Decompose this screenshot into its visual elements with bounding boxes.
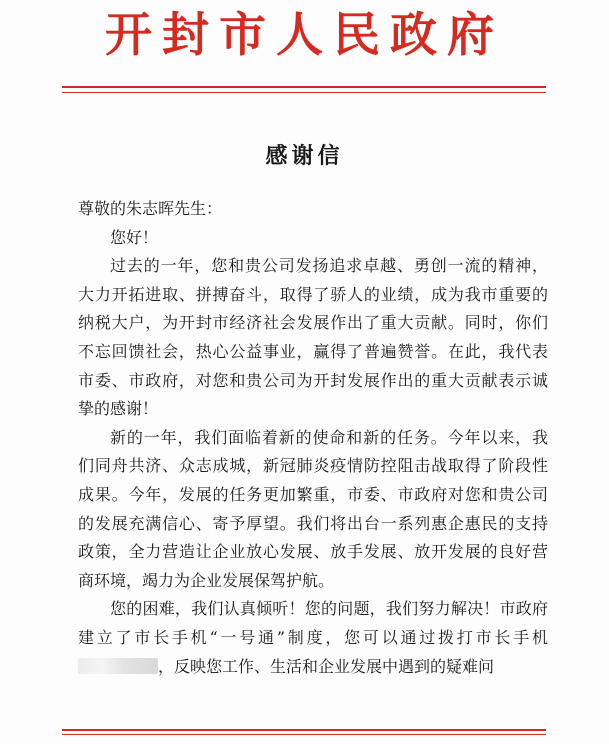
paragraph-1-line-4: 不忘回馈社会，热心公益事业，赢得了普遍赞誉。在此，我代表 [78, 341, 548, 361]
footer-rule-thin [62, 734, 546, 735]
letter-title: 感谢信 [265, 143, 344, 169]
paragraph-2-line-5: 政策，全力营造让企业放心发展、放手发展、放开发展的良好营 [78, 542, 548, 562]
paragraph-1-line-1: 过去的一年，您和贵公司发扬追求卓越、勇创一流的精神， [110, 256, 548, 276]
paragraph-2-line-4: 的发展充满信心、寄予厚望。我们将出台一系列惠企惠民的支持 [78, 513, 548, 533]
paragraph-3-line-2: 建立了市长手机“一号通”制度，您可以通过拨打市长手机 [78, 627, 548, 647]
salutation: 尊敬的朱志晖先生： [78, 199, 223, 218]
paragraph-3-line-1: 您的困难，我们认真倾听！您的问题，我们努力解决！市政府 [110, 599, 548, 619]
paragraph-1-line-5: 市委、市政府，对您和贵公司为开封发展作出的重大贡献表示诚 [78, 370, 548, 390]
paragraph-2-line-3: 成果。今年，发展的任务更加繁重，市委、市政府对您和贵公司 [78, 484, 548, 504]
redacted-phone-number [78, 658, 158, 674]
paragraph-2-line-1: 新的一年，我们面临着新的使命和新的任务。今年以来，我 [110, 427, 548, 447]
paragraph-2-line-6: 商环境，竭力为企业发展保驾护航。 [78, 570, 335, 590]
paragraph-2-line-2: 们同舟共济、众志成城，新冠肺炎疫情防控阻击战取得了阶段性 [78, 456, 548, 476]
paragraph-3-line-3-text: ，反映您工作、生活和企业发展中遇到的疑难问 [158, 656, 495, 676]
paragraph-1-line-2: 大力开拓进取、拼搏奋斗，取得了骄人的业绩，成为我市重要的 [78, 284, 548, 304]
paragraph-1-line-6: 挚的感谢！ [78, 399, 159, 419]
paragraph-3-line-3 [78, 653, 548, 682]
letterhead-title: 开封市人民政府 [105, 8, 504, 63]
letterhead-rule-thick [62, 86, 546, 88]
greeting: 您好！ [110, 227, 159, 247]
letter-body [78, 195, 548, 681]
letterhead-rule-thin [62, 92, 546, 93]
footer-rule-thick [62, 729, 546, 731]
paragraph-1-line-3: 纳税大户，为开封市经济社会发展作出了重大贡献。同时，你们 [78, 313, 548, 333]
